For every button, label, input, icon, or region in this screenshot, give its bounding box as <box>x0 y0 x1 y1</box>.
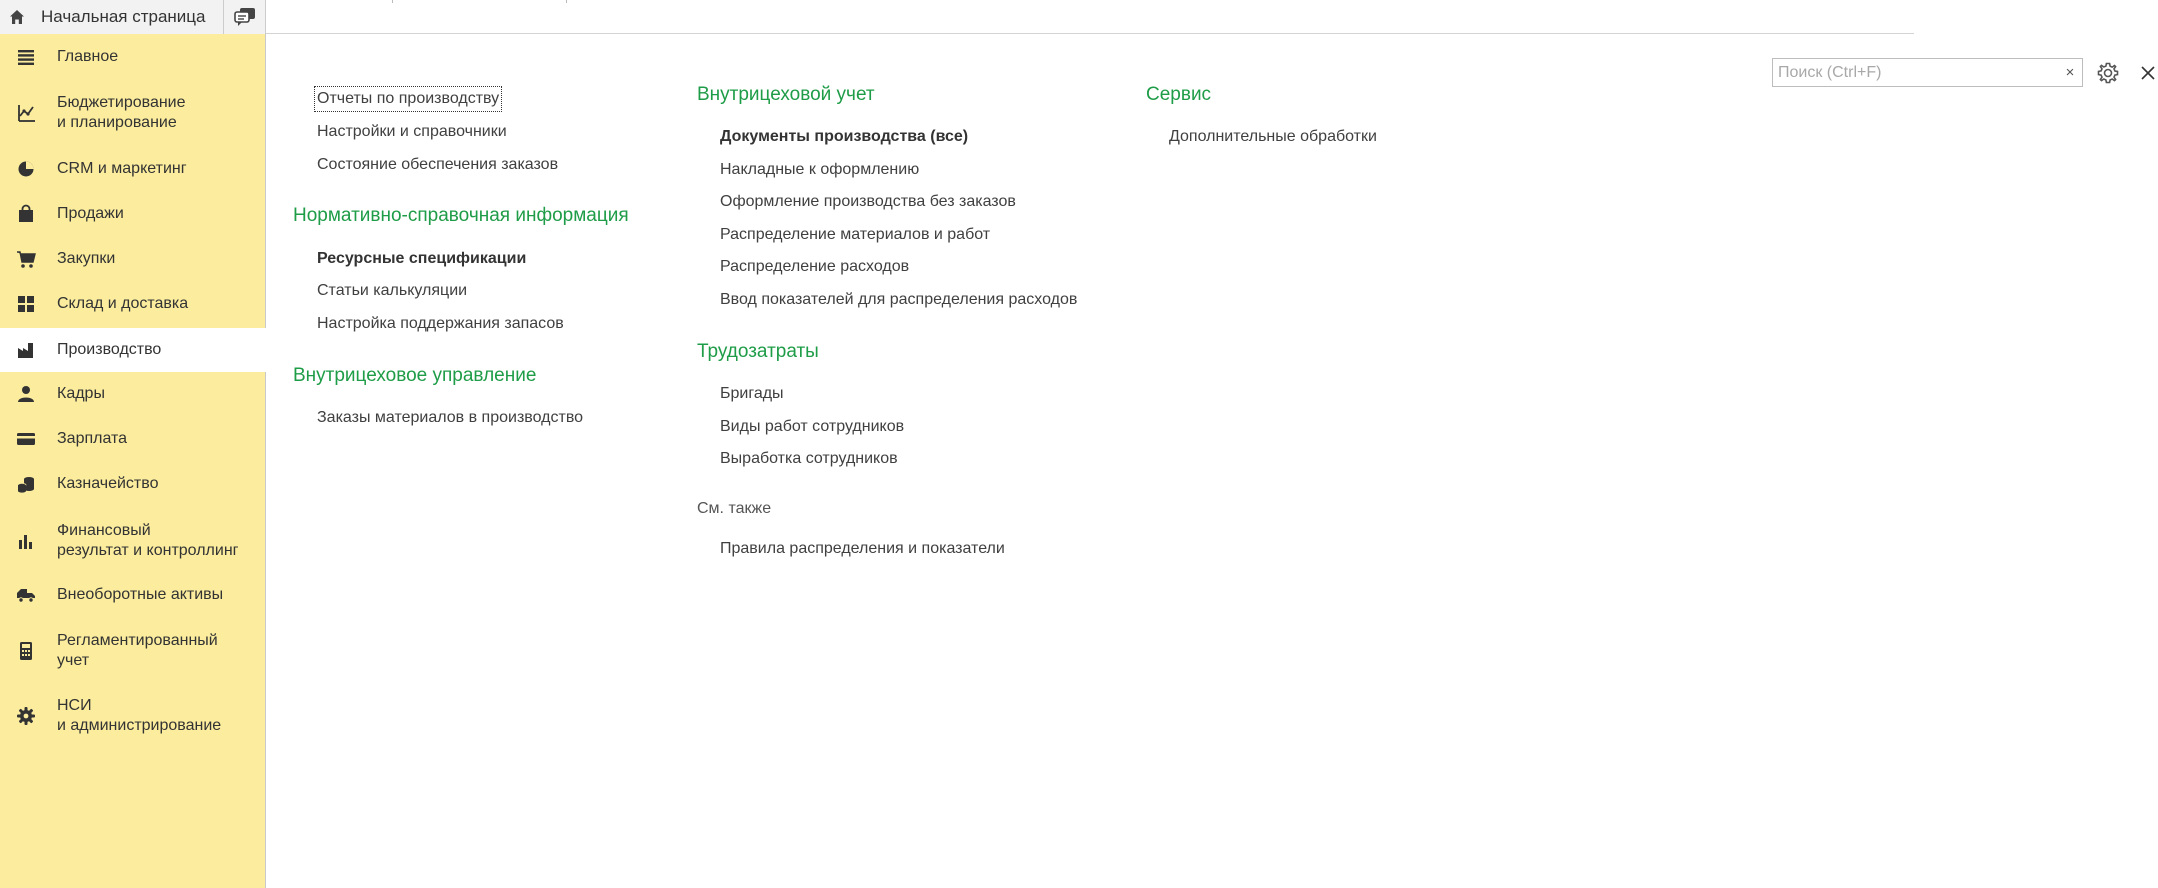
sidebar-item-label: Бюджетирование и планирование <box>57 94 186 131</box>
factory-icon <box>16 340 36 360</box>
sidebar-item-fixed-assets[interactable] <box>0 582 266 608</box>
sidebar-item-label: Казначейство <box>57 475 159 492</box>
sidebar-item-crm[interactable] <box>0 156 266 182</box>
person-icon <box>16 384 36 404</box>
sidebar-item-label: CRM и маркетинг <box>57 160 187 177</box>
sidebar-item-production[interactable] <box>0 328 266 372</box>
sidebar-item-label: Зарплата <box>57 430 128 447</box>
coins-icon <box>16 474 36 494</box>
link-costing-items[interactable]: Статьи калькуляции <box>317 282 468 299</box>
link-production-without-orders[interactable]: Оформление производства без заказов <box>720 193 1016 210</box>
link-distribution-rules[interactable]: Правила распределения и показатели <box>720 540 1005 557</box>
search-input[interactable] <box>1773 59 2058 86</box>
sidebar-item-financial-result[interactable] <box>0 520 266 562</box>
group-title-shop-accounting: Внутрицеховой учет <box>697 84 875 105</box>
sidebar-item-administration[interactable] <box>0 695 266 737</box>
sidebar-item-warehouse[interactable] <box>0 291 266 317</box>
link-stock-maintenance-settings[interactable]: Настройка поддержания запасов <box>317 315 564 332</box>
link-employee-output[interactable]: Выработка сотрудников <box>720 450 898 467</box>
sidebar-item-main[interactable] <box>0 44 266 70</box>
search-box[interactable] <box>1772 58 2059 87</box>
cart-icon <box>16 249 36 269</box>
link-brigades[interactable]: Бригады <box>720 385 784 402</box>
warehouse-grid-icon <box>16 294 36 314</box>
link-settings-catalogs[interactable]: Настройки и справочники <box>317 123 507 140</box>
sidebar-item-label: Регламентированный учет <box>57 632 218 669</box>
sidebar-item-label: НСИ и администрирование <box>57 697 222 734</box>
gear-icon <box>16 706 36 726</box>
sidebar-item-label: Склад и доставка <box>57 295 189 312</box>
home-tab-label: Начальная страница <box>41 7 206 26</box>
link-indicators-input[interactable]: Ввод показателей для распределения расходов <box>720 291 1078 308</box>
chat-bubbles-icon <box>234 7 256 27</box>
card-icon <box>16 429 36 449</box>
sidebar-item-hr[interactable] <box>0 381 266 407</box>
budget-chart-icon <box>16 103 36 123</box>
sidebar-item-label: Внеоборотные активы <box>57 586 224 603</box>
home-icon <box>9 9 25 25</box>
top-bar <box>0 0 1914 34</box>
sidebar-item-sales[interactable] <box>0 201 266 227</box>
truck-icon <box>16 585 36 605</box>
link-materials-distribution[interactable]: Распределение материалов и работ <box>720 226 991 243</box>
group-title-service: Сервис <box>1146 84 1212 105</box>
close-icon[interactable] <box>2138 63 2158 83</box>
tab-separator <box>392 0 393 3</box>
sidebar-item-label: Финансовый результат и контроллинг <box>57 522 239 559</box>
section-panel <box>267 34 2075 888</box>
tab-separator <box>566 0 567 3</box>
link-additional-processing[interactable]: Дополнительные обработки <box>1169 128 1377 145</box>
group-title-labor: Трудозатраты <box>697 341 819 362</box>
group-title-reference-info: Нормативно-справочная информация <box>293 205 629 226</box>
menu-lines-icon <box>16 47 36 67</box>
link-invoices-to-process[interactable]: Накладные к оформлению <box>720 161 920 178</box>
sidebar-item-salary[interactable] <box>0 426 266 452</box>
link-expenses-distribution[interactable]: Распределение расходов <box>720 258 910 275</box>
bar-chart-icon <box>16 531 36 551</box>
link-resource-specifications[interactable]: Ресурсные спецификации <box>317 250 527 267</box>
search-clear-button[interactable]: × <box>2058 58 2083 87</box>
link-order-supply-status[interactable]: Состояние обеспечения заказов <box>317 156 559 173</box>
settings-gear-icon[interactable] <box>2096 61 2120 85</box>
link-production-documents[interactable]: Документы производства (все) <box>720 128 969 145</box>
link-employee-work-types[interactable]: Виды работ сотрудников <box>720 418 905 435</box>
pie-chart-icon <box>16 159 36 179</box>
discussions-button[interactable] <box>224 0 266 34</box>
link-material-orders[interactable]: Заказы материалов в производство <box>317 409 584 426</box>
link-production-reports[interactable]: Отчеты по производству <box>317 90 500 107</box>
sidebar-item-regulated-accounting[interactable] <box>0 630 266 672</box>
group-title-shop-management: Внутрицеховое управление <box>293 365 537 386</box>
home-tab[interactable] <box>0 0 224 34</box>
calculator-icon <box>16 641 36 661</box>
shopping-bag-icon <box>16 204 36 224</box>
sidebar-item-label: Закупки <box>57 250 116 267</box>
sections-sidebar <box>0 34 266 888</box>
sidebar-item-budgeting[interactable] <box>0 92 266 134</box>
sidebar-item-treasury[interactable] <box>0 471 266 497</box>
sidebar-item-purchases[interactable] <box>0 246 266 272</box>
see-also-title: См. также <box>697 500 772 517</box>
sidebar-item-label: Главное <box>57 48 119 65</box>
sidebar-item-label: Кадры <box>57 385 105 402</box>
sidebar-item-label: Продажи <box>57 205 124 222</box>
sidebar-item-label: Производство <box>57 341 162 358</box>
